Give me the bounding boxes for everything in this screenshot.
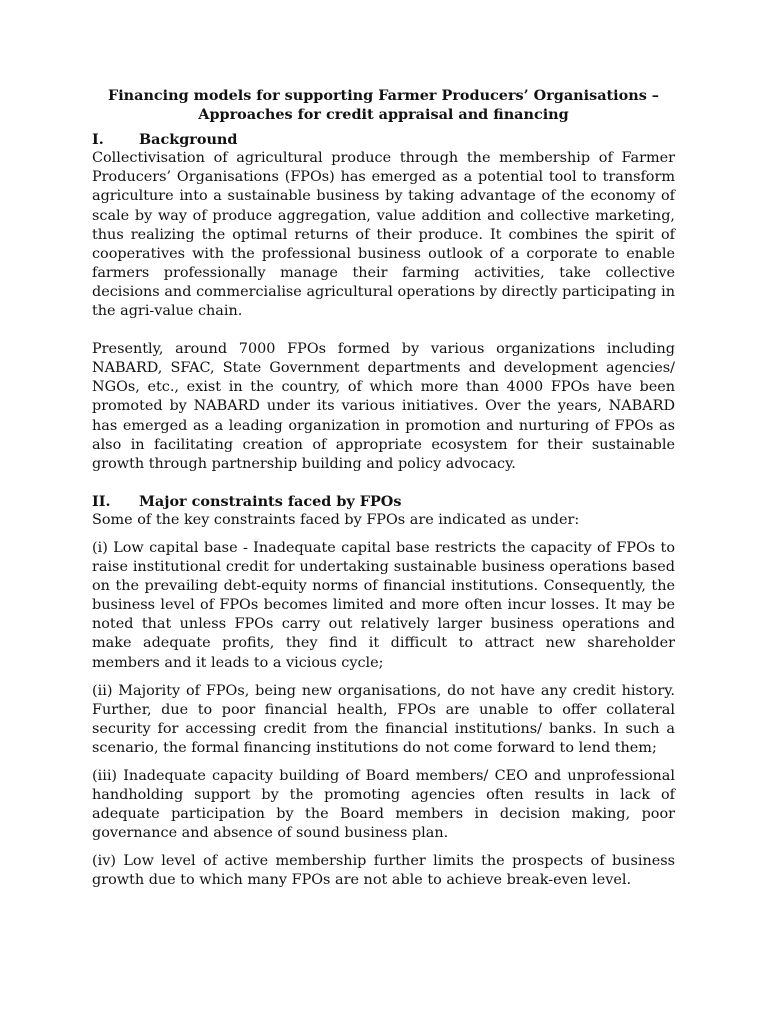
section-number: II. [92, 492, 111, 510]
section-number: I. [92, 131, 104, 149]
document-title [92, 86, 675, 124]
title-line-2: Approaches for credit appraisal and financing [198, 106, 569, 124]
background-paragraph-2: Presently, around 7000 FPOs formed by various organizations including NABARD, SFAC, State Government departments and development agencies/ NGOs, etc., exist in the country, of which more than 4000 FPOs have been promoted by NABARD under its various initiatives. Over the years, NABARD has emerged as a leading organization in promotion and nurturing of FPOs as also in facilitating creation of appropriate ecosystem for their sustainable growth through partnership building and policy advocacy. [92, 341, 675, 472]
section-title: Major constraints faced by FPOs [139, 492, 402, 510]
document-page [92, 86, 675, 891]
constraint-item: (i) Low capital base - Inadequate capital base restricts the capacity of FPOs to raise institutional credit for undertaking sustainable business operations based on the prevailing debt-equity norms of financial institutions. Consequently, the business level of FPOs becomes limited and more often incur losses. It may be noted that unless FPOs carry out relatively larger business operations and make adequate profits, they find it difficult to attract new shareholder members and it leads to a vicious cycle; [92, 539, 675, 671]
section-title: Background [139, 131, 238, 149]
section-heading-constraints [92, 492, 675, 511]
section-heading-background [92, 130, 675, 149]
background-paragraph-1: Collectivisation of agricultural produce through the membership of Farmer Producers’ Organisations (FPOs) has emerged as a potential tool to transform agriculture into a sustainable business by taking advantage of the economy of scale by way of produce aggregation, value addition and collective marketing, thus realizing the optimal returns of their produce. It combines the spirit of cooperatives with the professional business outlook of a corporate to enable farmers professionally manage their farming activities, take collective decisions and commercialise agricultural operations by directly participating in the agri-value chain. [92, 150, 675, 320]
constraint-item: (iv) Low level of active membership further limits the prospects of business growth due to which many FPOs are not able to achieve break-even level. [92, 853, 675, 889]
title-line-1: Financing models for supporting Farmer Producers’ Organisations – [107, 87, 660, 104]
constraints-intro: Some of the key constraints faced by FPOs are indicated as under: [92, 511, 580, 528]
constraint-item: (iii) Inadequate capacity building of Board members/ CEO and unprofessional handholding support by the promoting agencies often results in lack of adequate participation by the Board members in decision making, poor governance and absence of sound business plan. [92, 768, 675, 842]
constraint-item: (ii) Majority of FPOs, being new organisations, do not have any credit history. Further, due to poor financial health, FPOs are unable to offer collateral security for accessing credit from the financial institutions/ banks. In such a scenario, the formal financing institutions do not come forward to lend them; [92, 682, 675, 756]
